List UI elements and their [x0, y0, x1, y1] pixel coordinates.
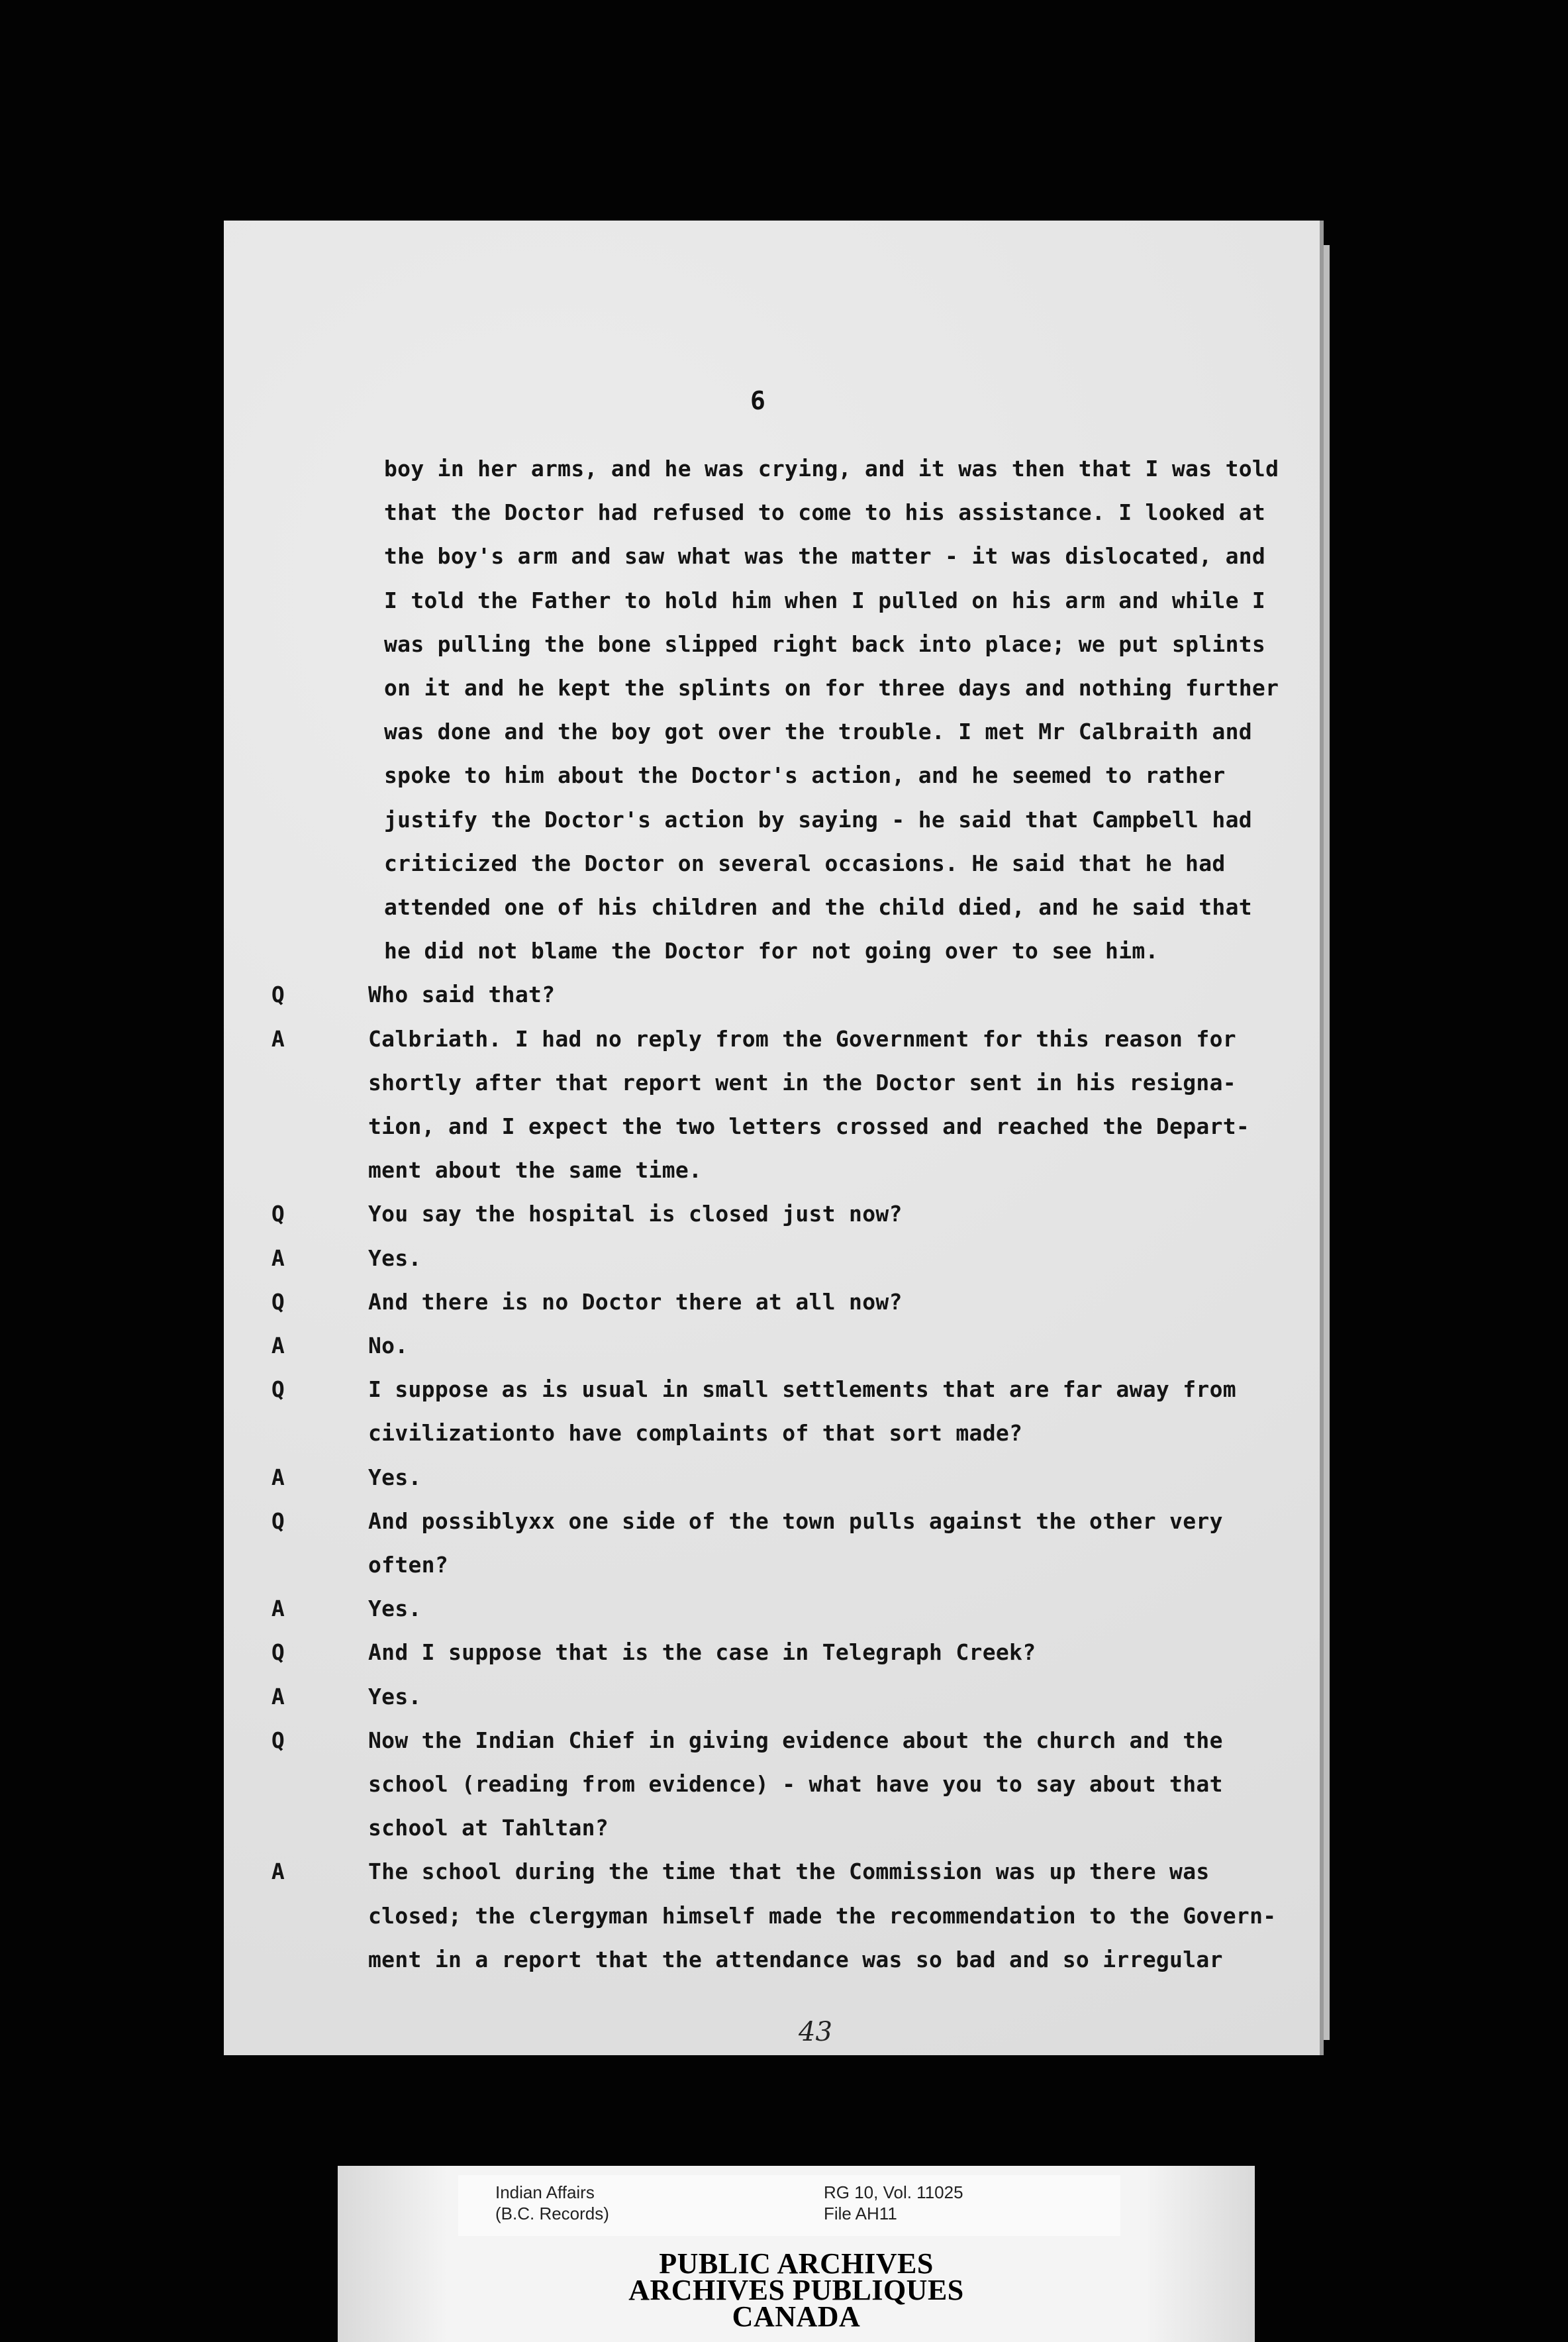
archive-stamp [338, 2166, 1255, 2342]
transcript-line [224, 1596, 1320, 1639]
transcript-text: civilizationto have complaints of that sort made? [368, 1420, 1023, 1447]
answer-marker: A [271, 1596, 285, 1622]
transcript-text: Who said that? [368, 982, 556, 1008]
transcript-text: No. [368, 1333, 409, 1358]
transcript-line [224, 719, 1320, 762]
transcript-line [224, 1070, 1320, 1113]
file-reference [824, 2182, 963, 2224]
transcript-line [224, 762, 1320, 806]
transcript-line [224, 587, 1320, 631]
transcript-body [224, 221, 1320, 2055]
transcript-text: And possiblyxx one side of the town pulls against the other very [368, 1507, 1223, 1534]
transcript-text: often? [368, 1552, 449, 1578]
transcript-text: shortly after that report went in the Doctor sent in his resigna- [368, 1069, 1236, 1095]
transcript-text: And I suppose that is the case in Telegraph Creek? [368, 1639, 1036, 1666]
transcript-line [224, 631, 1320, 675]
document-page [224, 221, 1324, 2055]
transcript-text: I suppose as is usual in small settlements that are far away from [368, 1376, 1236, 1403]
transcript-text: ment in a report that the attendance was so bad and so irregular [368, 1946, 1223, 1972]
archive-label [458, 2175, 1120, 2236]
transcript-text: Calbriath. I had no reply from the Government for this reason for [368, 1025, 1236, 1052]
transcript-line [224, 1552, 1320, 1596]
transcript-text: was done and the boy got over the trouble. I met Mr Calbraith and [384, 719, 1252, 745]
transcript-text: You say the hospital is closed just now? [368, 1201, 903, 1227]
transcript-text: Now the Indian Chief in giving evidence about the church and the [368, 1727, 1223, 1753]
archive-title-french: ARCHIVES PUBLIQUES [628, 2274, 964, 2306]
transcript-text: the boy's arm and saw what was the matter - it was dislocated, and [384, 543, 1266, 570]
transcript-line [224, 1464, 1320, 1508]
transcript-line [224, 1727, 1320, 1771]
question-marker: Q [271, 982, 285, 1008]
transcript-line [224, 938, 1320, 982]
transcript-text: justify the Doctor's action by saying - he said that Campbell had [384, 806, 1252, 833]
transcript-text: attended one of his children and the child died, and he said that [384, 894, 1252, 920]
label-right-line2: File AH11 [824, 2204, 897, 2223]
transcript-text: The school during the time that the Commission was up there was [368, 1858, 1210, 1885]
transcript-line [224, 675, 1320, 719]
transcript-text: spoke to him about the Doctor's action, and he seemed to rather [384, 762, 1226, 789]
record-group-info [495, 2182, 609, 2224]
transcript-text: Yes. [368, 1464, 422, 1490]
transcript-line [224, 1333, 1320, 1376]
transcript-line [224, 1947, 1320, 1990]
transcript-line [224, 1858, 1320, 1902]
transcript-line [224, 1815, 1320, 1858]
transcript-line [224, 1684, 1320, 1727]
transcript-line [224, 543, 1320, 587]
label-left-line2: (B.C. Records) [495, 2204, 609, 2223]
transcript-text: Yes. [368, 1596, 422, 1622]
question-marker: Q [271, 1288, 285, 1315]
transcript-line [224, 1771, 1320, 1815]
transcript-text: closed; the clergyman himself made the recommendation to the Govern- [368, 1902, 1277, 1929]
transcript-line [224, 1113, 1320, 1157]
handwritten-page-number: 43 [799, 2017, 832, 2047]
transcript-text: criticized the Doctor on several occasions. He said that he had [384, 850, 1226, 876]
transcript-line [224, 1508, 1320, 1552]
transcript-text: was pulling the bone slipped right back into place; we put splints [384, 631, 1266, 657]
label-right-line1: RG 10, Vol. 11025 [824, 2182, 963, 2202]
answer-marker: A [271, 1333, 285, 1358]
transcript-line [224, 1376, 1320, 1420]
question-marker: Q [271, 1727, 285, 1753]
answer-marker: A [271, 1858, 285, 1885]
transcript-text: And there is no Doctor there at all now? [368, 1288, 903, 1315]
transcript-text: he did not blame the Doctor for not going over to see him. [384, 938, 1159, 964]
archive-title-english: PUBLIC ARCHIVES [659, 2247, 934, 2280]
transcript-text: boy in her arms, and he was crying, and it was then that I was told [384, 456, 1279, 482]
transcript-text: ment about the same time. [368, 1157, 703, 1184]
transcript-line [224, 850, 1320, 894]
transcript-line [224, 456, 1320, 499]
transcript-line [224, 1903, 1320, 1947]
page-number: 6 [750, 386, 765, 415]
transcript-line [224, 807, 1320, 850]
transcript-text: tion, and I expect the two letters crossed and reached the Depart- [368, 1113, 1250, 1139]
transcript-line [224, 982, 1320, 1025]
label-left-line1: Indian Affairs [495, 2182, 595, 2202]
transcript-line [224, 894, 1320, 938]
answer-marker: A [271, 1245, 285, 1271]
transcript-line [224, 1201, 1320, 1245]
answer-marker: A [271, 1464, 285, 1490]
transcript-line [224, 1420, 1320, 1464]
transcript-text: Yes. [368, 1245, 422, 1271]
transcript-line [224, 1157, 1320, 1201]
transcript-text: that the Doctor had refused to come to his assistance. I looked at [384, 499, 1266, 526]
question-marker: Q [271, 1376, 285, 1403]
transcript-line [224, 1289, 1320, 1333]
transcript-line [224, 499, 1320, 543]
transcript-text: school (reading from evidence) - what have you to say about that [368, 1771, 1223, 1797]
transcript-line [224, 1639, 1320, 1683]
question-marker: Q [271, 1507, 285, 1534]
question-marker: Q [271, 1201, 285, 1227]
archive-title-country: CANADA [732, 2300, 861, 2333]
question-marker: Q [271, 1639, 285, 1666]
transcript-text: on it and he kept the splints on for three days and nothing further [384, 675, 1279, 701]
transcript-line [224, 1026, 1320, 1070]
transcript-line [224, 1245, 1320, 1289]
answer-marker: A [271, 1025, 285, 1052]
transcript-text: I told the Father to hold him when I pulled on his arm and while I [384, 587, 1266, 613]
answer-marker: A [271, 1683, 285, 1709]
transcript-text: school at Tahltan? [368, 1815, 609, 1841]
transcript-text: Yes. [368, 1683, 422, 1709]
